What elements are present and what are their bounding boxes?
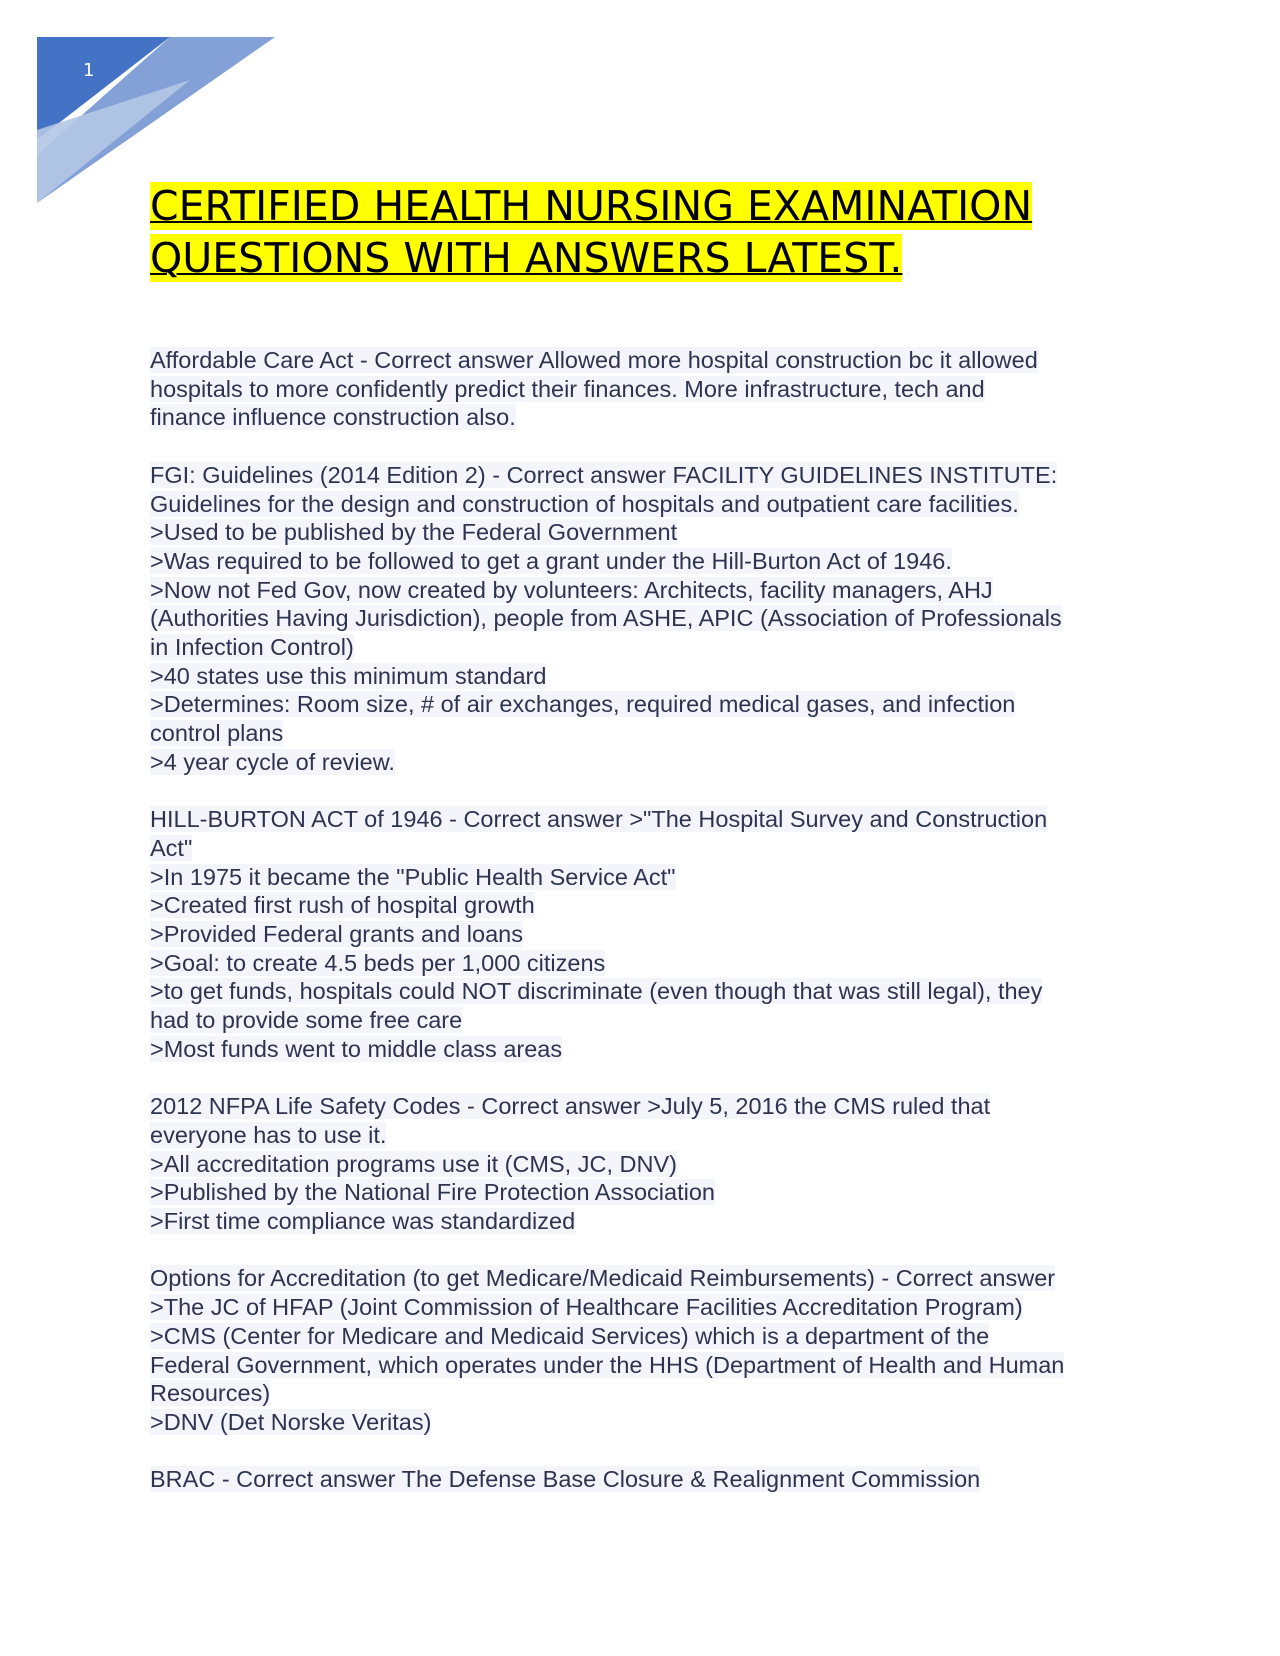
page-number: 1 [83,60,95,81]
entry-line: >40 states use this minimum standard [150,662,547,689]
entry-line: finance influence construction also. [150,404,516,431]
qa-entry-accreditation-options [150,1264,1150,1436]
title-line-2: QUESTIONS WITH ANSWERS LATEST. [150,234,903,282]
entry-line: HILL-BURTON ACT of 1946 - Correct answer >"The Hospital Survey and Construction [150,806,1048,833]
entry-line: (Authorities Having Jurisdiction), people from ASHE, APIC (Association of Professionals [150,605,1062,632]
entry-line: >CMS (Center for Medicare and Medicaid Services) which is a department of the [150,1322,990,1349]
entry-line: >Published by the National Fire Protection Association [150,1179,715,1206]
entry-line: Affordable Care Act - Correct answer Allowed more hospital construction bc it allowed [150,347,1038,373]
entry-line: Resources) [150,1380,271,1407]
entry-line: in Infection Control) [150,634,354,661]
entry-line: >First time compliance was standardized [150,1208,576,1235]
entry-line: control plans [150,720,284,747]
entry-line: >to get funds, hospitals could NOT discriminate (even though that was still legal), they [150,978,1043,1005]
entry-line: >4 year cycle of review. [150,748,395,775]
qa-entry-fgi-guidelines [150,461,1150,777]
title-line-1: CERTIFIED HEALTH NURSING EXAMINATION [150,182,1033,230]
entry-line: Guidelines for the design and construction of hospitals and outpatient care facilities. [150,490,1019,517]
entry-line: 2012 NFPA Life Safety Codes - Correct answer >July 5, 2016 the CMS ruled that [150,1093,991,1120]
entry-line: Act" [150,834,193,861]
entry-line: Federal Government, which operates under the HHS (Department of Health and Human [150,1351,1065,1378]
entry-line: >Now not Fed Gov, now created by volunteers: Architects, facility managers, AHJ [150,576,993,603]
entry-line: Options for Accreditation (to get Medicare/Medicaid Reimbursements) - Correct answer [150,1265,1056,1292]
entry-line: >DNV (Det Norske Veritas) [150,1408,432,1435]
entry-line: >Used to be published by the Federal Government [150,519,678,546]
entry-line: >Created first rush of hospital growth [150,892,535,919]
qa-entry-hill-burton-act [150,805,1150,1063]
entry-line: >Provided Federal grants and loans [150,921,523,948]
entry-line: hospitals to more confidently predict their finances. More infrastructure, tech and [150,375,985,402]
entry-line: everyone has to use it. [150,1121,387,1148]
entry-line: >In 1975 it became the "Public Health Service Act" [150,863,676,890]
qa-entry-nfpa-life-safety-codes [150,1092,1150,1236]
entry-line: BRAC - Correct answer The Defense Base Closure & Realignment Commission [150,1466,981,1493]
entry-line: >The JC of HFAP (Joint Commission of Healthcare Facilities Accreditation Program) [150,1294,1023,1321]
entry-line: had to provide some free care [150,1007,463,1034]
entry-line: >Goal: to create 4.5 beds per 1,000 citizens [150,949,606,976]
entry-line: >Was required to be followed to get a grant under the Hill-Burton Act of 1946. [150,547,952,574]
entry-line: >Most funds went to middle class areas [150,1035,563,1062]
document-title [150,180,1150,284]
qa-entry-affordable-care-act [150,346,1150,432]
entry-line: >All accreditation programs use it (CMS, JC, DNV) [150,1150,677,1177]
entry-line: FGI: Guidelines (2014 Edition 2) - Correct answer FACILITY GUIDELINES INSTITUTE: [150,461,1058,488]
entry-line: >Determines: Room size, # of air exchanges, required medical gases, and infection [150,691,1016,718]
qa-entry-brac [150,1465,1150,1494]
document-body [150,346,1150,1523]
